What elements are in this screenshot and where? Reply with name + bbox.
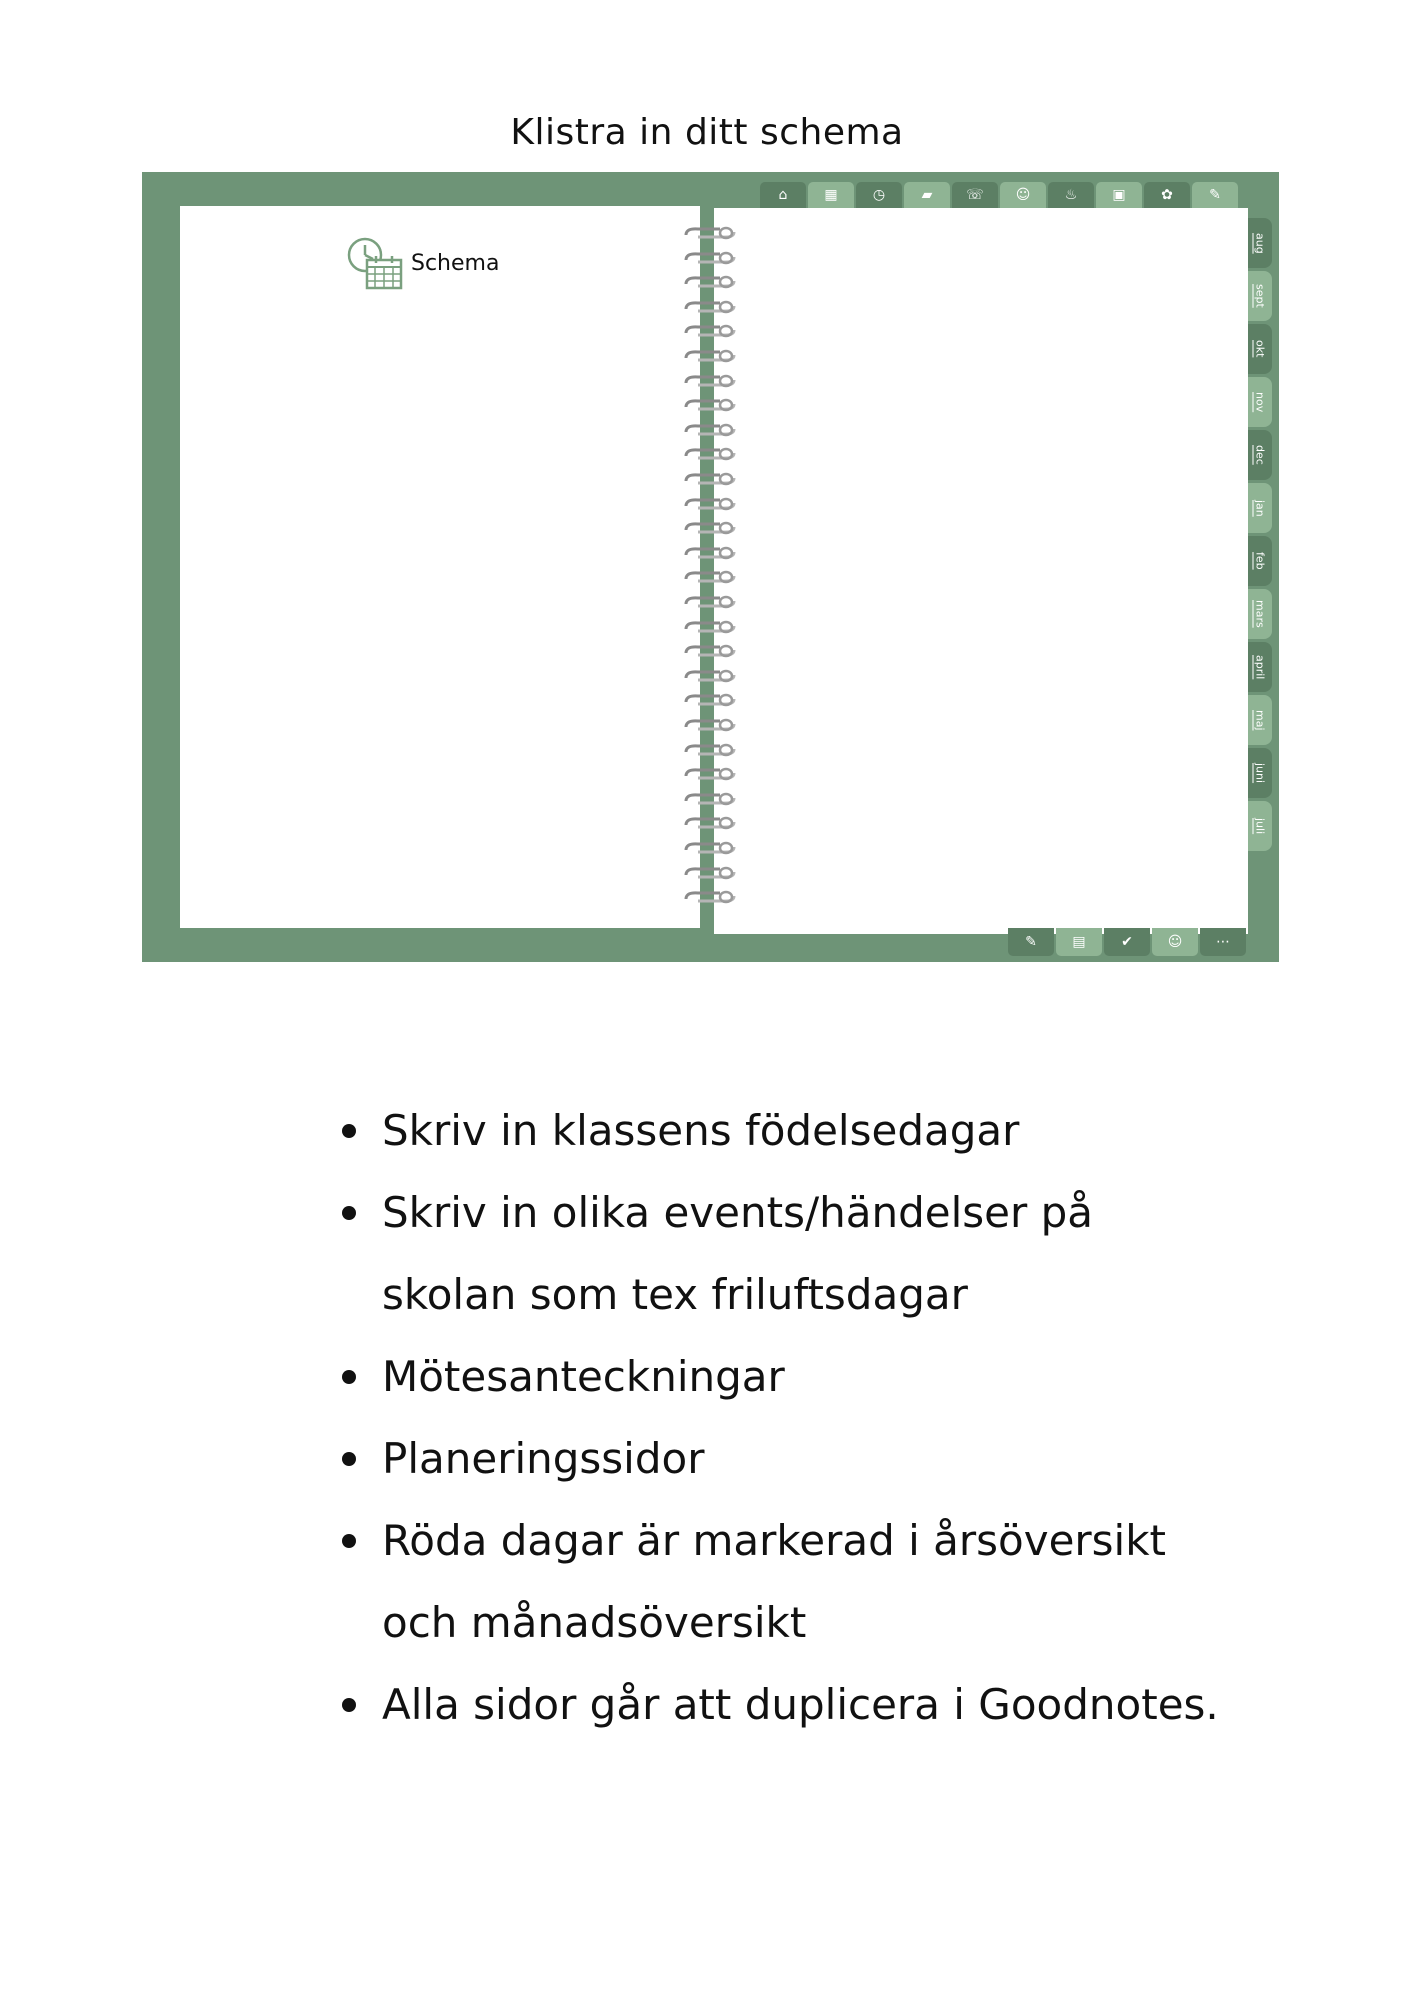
month-tab-sept[interactable] — [1248, 271, 1272, 321]
spiral-ring — [682, 447, 738, 461]
spiral-ring — [682, 374, 738, 388]
schema-label: Schema — [411, 250, 500, 276]
spiral-ring — [682, 743, 738, 757]
folder-icon: ▤ — [1072, 934, 1086, 950]
spiral-ring — [682, 521, 738, 535]
clock-calendar-icon — [345, 236, 403, 290]
feature-text: Skriv in olika events/händelser på skolan som tex friluftsdagar — [382, 1188, 1094, 1319]
notes-icon: ✎ — [1025, 934, 1037, 950]
month-tab-label: aug — [1253, 232, 1267, 254]
month-tab-label: okt — [1253, 340, 1267, 358]
bullet-dot-icon — [342, 1124, 356, 1138]
toolbar-checkmark-button[interactable] — [1104, 928, 1150, 956]
spiral-ring — [682, 546, 738, 560]
nav-tab-group[interactable] — [1000, 182, 1046, 208]
nav-tab-contacts[interactable] — [952, 182, 998, 208]
spiral-ring — [682, 497, 738, 511]
feature-list-item — [334, 1664, 1234, 1746]
home-icon: ⌂ — [778, 187, 788, 203]
month-tab-jan[interactable] — [1248, 483, 1272, 533]
checkmark-icon: ✔ — [1121, 934, 1133, 950]
month-tab-label: juli — [1253, 817, 1267, 835]
bullet-dot-icon — [342, 1206, 356, 1220]
spiral-ring — [682, 866, 738, 880]
left-page — [180, 206, 700, 928]
feature-text: Planeringssidor — [382, 1434, 705, 1483]
month-tab-nov[interactable] — [1248, 377, 1272, 427]
month-tab-juli[interactable] — [1248, 801, 1272, 851]
spiral-ring — [682, 251, 738, 265]
month-tab-label: april — [1253, 654, 1267, 680]
nav-tab-calendar[interactable] — [808, 182, 854, 208]
month-tab-feb[interactable] — [1248, 536, 1272, 586]
spiral-ring — [682, 644, 738, 658]
nav-tab-notes-pencil[interactable] — [1192, 182, 1238, 208]
feature-list-item — [334, 1418, 1234, 1500]
month-tab-label: jan — [1253, 499, 1267, 517]
page-title: Klistra in ditt schema — [510, 112, 904, 153]
feature-list-item — [334, 1090, 1234, 1172]
graduation-cap-icon: ▰ — [921, 187, 933, 203]
spiral-ring — [682, 669, 738, 683]
bullet-dot-icon — [342, 1534, 356, 1548]
toolbar-more-button[interactable] — [1200, 928, 1246, 956]
toolbar-notes-button[interactable] — [1008, 928, 1054, 956]
month-tab-juni[interactable] — [1248, 748, 1272, 798]
month-tab-mars[interactable] — [1248, 589, 1272, 639]
events-calendar-icon: ▣ — [1112, 187, 1126, 203]
spiral-ring — [682, 693, 738, 707]
nav-tab-graduation-cap[interactable] — [904, 182, 950, 208]
feature-list-item — [334, 1336, 1234, 1418]
spiral-ring — [682, 767, 738, 781]
spiral-ring — [682, 398, 738, 412]
contacts-icon: ☏ — [966, 187, 984, 203]
nav-tab-birthday-cake[interactable] — [1048, 182, 1094, 208]
month-tab-label: maj — [1253, 709, 1267, 731]
month-tabs — [1248, 218, 1272, 854]
spiral-ring — [682, 792, 738, 806]
planner-top-navigation — [760, 182, 1240, 208]
feature-text: Alla sidor går att duplicera i Goodnotes. — [382, 1680, 1219, 1729]
feature-list-item — [334, 1172, 1234, 1336]
spiral-ring — [682, 595, 738, 609]
month-tab-aug[interactable] — [1248, 218, 1272, 268]
feature-text: Mötesanteckningar — [382, 1352, 785, 1401]
feature-text: Skriv in klassens födelsedagar — [382, 1106, 1020, 1155]
nav-tab-clock-calendar[interactable] — [856, 182, 902, 208]
bullet-dot-icon — [342, 1452, 356, 1466]
toolbar-folder-button[interactable] — [1056, 928, 1102, 956]
month-tab-maj[interactable] — [1248, 695, 1272, 745]
planner-spread — [142, 172, 1279, 962]
spiral-ring — [682, 570, 738, 584]
spiral-ring — [682, 620, 738, 634]
spiral-ring — [682, 300, 738, 314]
group-icon: ☺ — [1015, 187, 1031, 203]
planner-bottom-toolbar — [1008, 928, 1248, 956]
spiral-ring — [682, 890, 738, 904]
more-icon: ⋯ — [1216, 934, 1230, 950]
right-page — [714, 208, 1248, 934]
month-tab-okt[interactable] — [1248, 324, 1272, 374]
bullet-dot-icon — [342, 1370, 356, 1384]
month-tab-label: dec — [1253, 445, 1267, 465]
month-tab-label: juni — [1253, 762, 1267, 784]
spiral-ring — [682, 226, 738, 240]
spiral-ring — [682, 423, 738, 437]
smiley-icon: ☺ — [1167, 934, 1183, 950]
notes-pencil-icon: ✎ — [1209, 187, 1221, 203]
nav-tab-home[interactable] — [760, 182, 806, 208]
feature-list — [334, 1090, 1234, 1746]
spiral-ring — [682, 472, 738, 486]
calendar-icon: ▦ — [824, 187, 838, 203]
spiral-ring — [682, 349, 738, 363]
month-tab-label: mars — [1253, 600, 1267, 628]
meeting-icon: ✿ — [1161, 187, 1173, 203]
month-tab-dec[interactable] — [1248, 430, 1272, 480]
clock-calendar-icon: ◷ — [872, 187, 886, 203]
nav-tab-meeting[interactable] — [1144, 182, 1190, 208]
bullet-dot-icon — [342, 1698, 356, 1712]
month-tab-april[interactable] — [1248, 642, 1272, 692]
spiral-ring — [682, 841, 738, 855]
spiral-binding — [682, 226, 738, 906]
month-tab-label: nov — [1253, 391, 1267, 413]
month-tab-label: feb — [1253, 552, 1267, 570]
schema-heading — [345, 236, 499, 290]
spiral-ring — [682, 816, 738, 830]
feature-text: Röda dagar är markerad i årsöversikt och månadsöversikt — [382, 1516, 1167, 1647]
nav-tab-events-calendar[interactable] — [1096, 182, 1142, 208]
feature-list-item — [334, 1500, 1234, 1664]
spiral-ring — [682, 718, 738, 732]
toolbar-smiley-button[interactable] — [1152, 928, 1198, 956]
spiral-ring — [682, 275, 738, 289]
month-tab-label: sept — [1253, 284, 1267, 308]
spiral-ring — [682, 324, 738, 338]
birthday-cake-icon: ♨ — [1064, 187, 1078, 203]
